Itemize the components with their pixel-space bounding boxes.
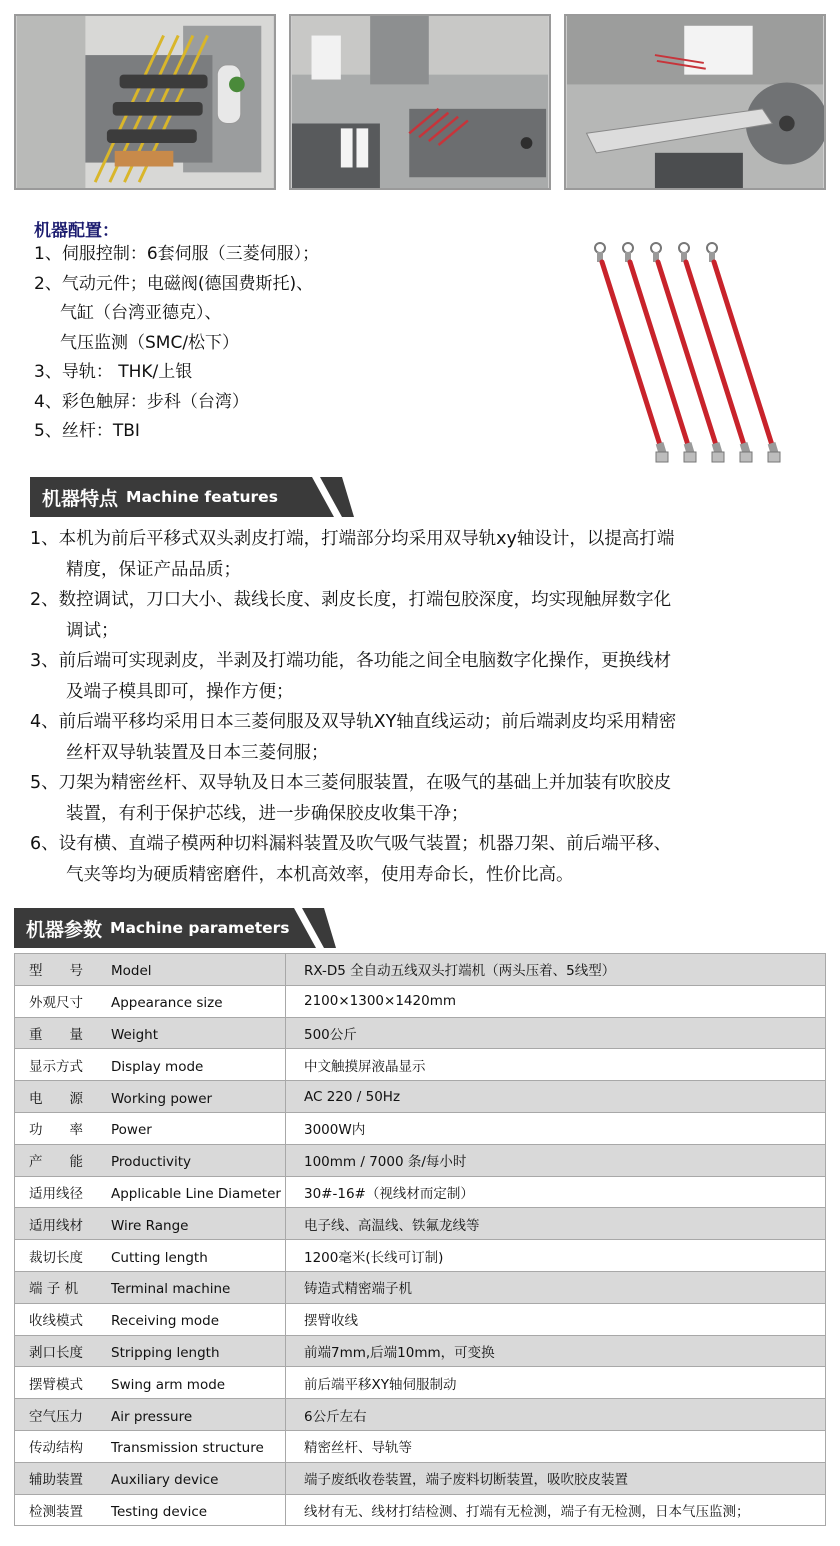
table-row — [15, 1049, 826, 1081]
feature-line: 及端子模具即可，操作方便； — [66, 681, 294, 702]
param-label-en: Terminal machine — [111, 1281, 231, 1298]
param-label-zh: 辅助装置 — [29, 1472, 83, 1489]
table-row — [15, 1462, 826, 1494]
param-label-zh: 检测装置 — [29, 1503, 83, 1520]
banner-slash-icon — [312, 477, 342, 517]
param-value: RX-D5 全自动五线双头打端机（两头压着、5线型） — [286, 954, 826, 986]
param-label-zh: 剥口长度 — [29, 1344, 83, 1361]
table-row — [15, 1112, 826, 1144]
param-value: 铸造式精密端子机 — [286, 1271, 826, 1303]
stripping-blade-photo — [291, 16, 549, 188]
param-label — [15, 1049, 286, 1081]
table-row — [15, 1367, 826, 1399]
feature-line: 6、设有横、直端子模两种切料漏料装置及吹气吸气装置；机器刀架、前后端平移、 — [30, 834, 672, 854]
param-label — [15, 1399, 286, 1431]
params-title-en: Machine parameters — [110, 919, 290, 937]
feature-item — [30, 524, 820, 585]
param-value: 摆臂收线 — [286, 1303, 826, 1335]
config-list — [34, 240, 554, 447]
machine-photo-cutter — [564, 14, 826, 190]
param-label-en: Display mode — [111, 1058, 204, 1075]
banner-slash-icon — [294, 908, 324, 948]
param-label-zh: 适用线径 — [29, 1185, 83, 1202]
table-row — [15, 1081, 826, 1113]
param-label — [15, 1494, 286, 1526]
param-label-en: Auxiliary device — [111, 1472, 219, 1489]
feature-item — [30, 829, 820, 890]
param-value: 精密丝杆、导轨等 — [286, 1430, 826, 1462]
param-value: 2100×1300×1420mm — [286, 985, 826, 1017]
param-label-zh: 外观尺寸 — [29, 995, 83, 1012]
params-banner — [14, 908, 324, 948]
table-row — [15, 1399, 826, 1431]
features-title-en: Machine features — [126, 488, 278, 506]
machine-photo-rollers — [14, 14, 276, 190]
param-label — [15, 1430, 286, 1462]
param-label-en: Wire Range — [111, 1217, 189, 1234]
feature-line: 1、本机为前后平移式双头剥皮打端，打端部分均采用双导轨xy轴设计，以提高打端 — [30, 529, 675, 549]
config-line: 4、彩色触屏：步科（台湾） — [34, 391, 249, 412]
feature-item — [30, 585, 820, 646]
param-value: 3000W内 — [286, 1112, 826, 1144]
param-label-zh: 显示方式 — [29, 1058, 83, 1075]
param-label-en: Swing arm mode — [111, 1376, 226, 1393]
table-row — [15, 1240, 826, 1272]
param-label — [15, 985, 286, 1017]
config-line: 2、气动元件；电磁阀(德国费斯托)、 — [34, 273, 314, 294]
feature-line: 装置，有利于保护芯线，进一步确保胶皮收集干净； — [66, 803, 469, 824]
param-label-zh: 空气压力 — [29, 1408, 83, 1425]
param-label — [15, 954, 286, 986]
features-title-zh: 机器特点 — [42, 487, 119, 510]
feature-item — [30, 707, 820, 768]
param-label-zh: 电 源 — [29, 1090, 83, 1107]
param-label-en: Cutting length — [111, 1249, 208, 1266]
feature-item — [30, 646, 820, 707]
param-label — [15, 1081, 286, 1113]
param-label-zh: 端 子 机 — [29, 1281, 79, 1298]
banner-tail-icon — [324, 908, 336, 948]
param-label-en: Receiving mode — [111, 1313, 219, 1330]
feature-item — [30, 768, 820, 829]
param-label — [15, 1271, 286, 1303]
param-label — [15, 1208, 286, 1240]
feature-line: 4、前后端平移均采用日本三菱伺服及双导轨XY轴直线运动；前后端剥皮均采用精密 — [30, 712, 677, 732]
param-label-en: Testing device — [111, 1503, 208, 1520]
param-label-en: Weight — [111, 1026, 159, 1043]
param-label-en: Model — [111, 963, 152, 980]
features-banner — [30, 477, 342, 517]
param-label — [15, 1303, 286, 1335]
cutter-mechanism-photo — [566, 16, 824, 188]
param-label-zh: 型 号 — [29, 963, 83, 980]
table-row — [15, 1303, 826, 1335]
parameters-table — [14, 953, 826, 1526]
param-label-en: Applicable Line Diameter — [111, 1185, 281, 1202]
feature-line: 调试； — [66, 620, 119, 641]
param-label-zh: 传动结构 — [29, 1440, 83, 1457]
param-value: 中文触摸屏液晶显示 — [286, 1049, 826, 1081]
param-label-en: Air pressure — [111, 1408, 193, 1425]
param-label-en: Productivity — [111, 1154, 192, 1171]
machine-photo-stripping — [289, 14, 551, 190]
config-line: 气缸（台湾亚德克）、 — [60, 303, 222, 323]
param-value: 100mm / 7000 条/每小时 — [286, 1144, 826, 1176]
wire-harness-icon — [595, 243, 780, 462]
param-value: 前端7mm,后端10mm，可变换 — [286, 1335, 826, 1367]
param-label — [15, 1367, 286, 1399]
config-line: 5、丝杆：TBI — [34, 421, 140, 441]
param-label-zh: 裁切长度 — [29, 1249, 83, 1266]
param-label-zh: 适用线材 — [29, 1217, 83, 1234]
param-value: 1200毫米(长线可订制) — [286, 1240, 826, 1272]
param-label-zh: 产 能 — [29, 1154, 83, 1171]
table-row — [15, 1176, 826, 1208]
table-row — [15, 1017, 826, 1049]
param-label — [15, 1240, 286, 1272]
param-value: 前后端平移XY轴伺服制动 — [286, 1367, 826, 1399]
table-row — [15, 1335, 826, 1367]
param-value: 线材有无、线材打结检测、打端有无检测，端子有无检测，日本气压监测； — [286, 1494, 826, 1526]
feature-line: 2、数控调试，刀口大小、裁线长度、剥皮长度，打端包胶深度，均实现触屏数字化 — [30, 590, 672, 610]
param-label-en: Stripping length — [111, 1344, 220, 1361]
param-value: 30#-16#（视线材而定制） — [286, 1176, 826, 1208]
feature-line: 气夹等均为硬质精密磨件，本机高效率，使用寿命长，性价比高。 — [66, 864, 574, 885]
feature-line: 精度，保证产品品质； — [66, 559, 241, 580]
table-row — [15, 1271, 826, 1303]
feature-line: 3、前后端可实现剥皮，半剥及打端功能，各功能之间全电脑数字化操作，更换线材 — [30, 651, 672, 671]
param-label-zh: 重 量 — [29, 1026, 83, 1043]
param-value: 端子废纸收卷装置，端子废料切断装置，吸吹胶皮装置 — [286, 1462, 826, 1494]
params-title-zh: 机器参数 — [26, 918, 103, 941]
table-row — [15, 1144, 826, 1176]
features-list — [30, 524, 820, 890]
table-row — [15, 954, 826, 986]
param-value: 6公斤左右 — [286, 1399, 826, 1431]
param-label-zh: 摆臂模式 — [29, 1376, 83, 1393]
param-label — [15, 1462, 286, 1494]
param-label — [15, 1112, 286, 1144]
feature-line: 5、刀架为精密丝杆、双导轨及日本三菱伺服装置，在吸气的基础上并加装有吹胶皮 — [30, 773, 672, 793]
table-row — [15, 1430, 826, 1462]
param-value: 500公斤 — [286, 1017, 826, 1049]
banner-tail-icon — [342, 477, 354, 517]
param-label — [15, 1017, 286, 1049]
wire-feeding-rollers-photo — [16, 16, 274, 188]
feature-line: 丝杆双导轨装置及日本三菱伺服； — [66, 742, 329, 763]
param-label-en: Power — [111, 1122, 152, 1139]
table-row — [15, 1494, 826, 1526]
config-line: 气压监测（SMC/松下） — [60, 332, 240, 353]
table-row — [15, 1208, 826, 1240]
wire-harness-illustration — [590, 240, 790, 465]
param-value: 电子线、高温线、铁氟龙线等 — [286, 1208, 826, 1240]
param-label — [15, 1144, 286, 1176]
param-label-zh: 收线模式 — [29, 1313, 83, 1330]
param-label — [15, 1335, 286, 1367]
config-line: 3、导轨： THK/上银 — [34, 362, 193, 382]
param-label-en: Appearance size — [111, 995, 223, 1012]
param-label-zh: 功 率 — [29, 1122, 83, 1139]
param-label — [15, 1176, 286, 1208]
param-label-en: Transmission structure — [111, 1440, 264, 1457]
table-row — [15, 985, 826, 1017]
param-label-en: Working power — [111, 1090, 213, 1107]
config-line: 1、伺服控制：6套伺服（三菱伺服）； — [34, 244, 320, 264]
param-value: AC 220 / 50Hz — [286, 1081, 826, 1113]
config-title: 机器配置： — [34, 221, 119, 241]
